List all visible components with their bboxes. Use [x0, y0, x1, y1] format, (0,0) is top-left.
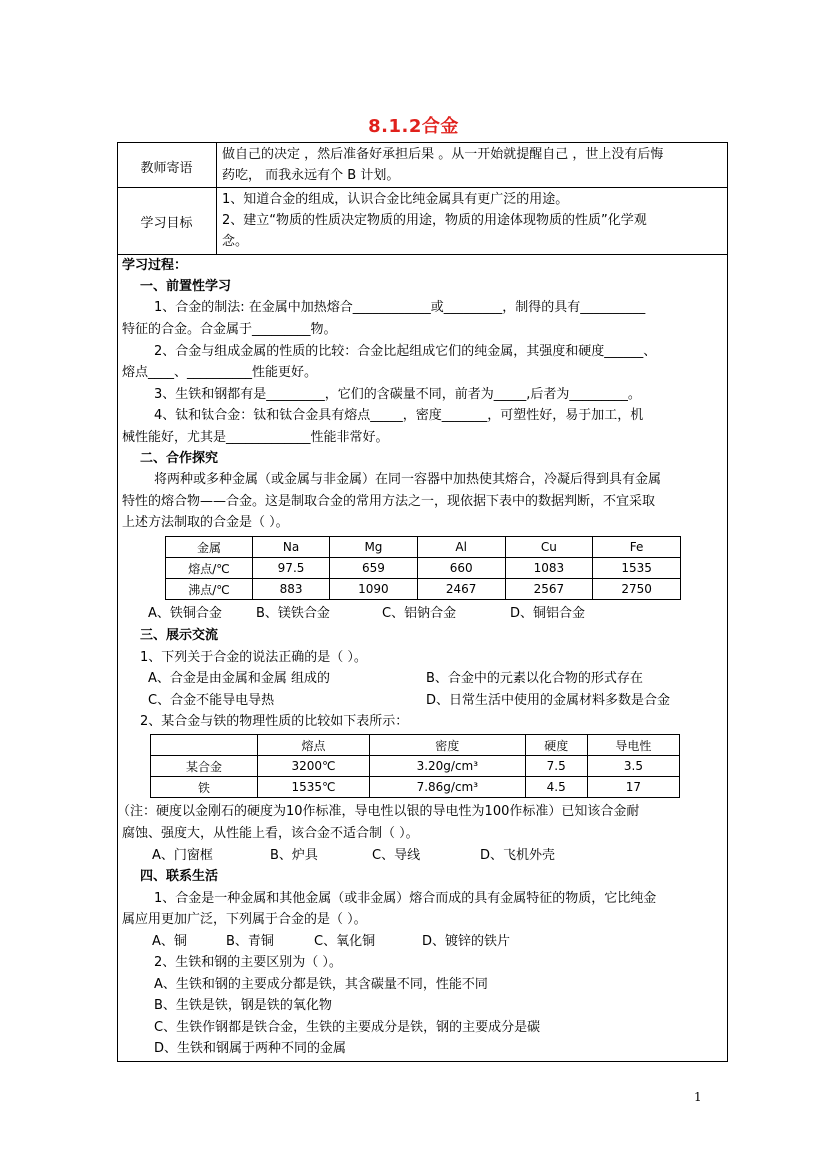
- table-cell: 1535℃: [258, 777, 370, 798]
- table-row: [166, 537, 681, 558]
- table-cell: 1090: [330, 579, 418, 600]
- question-text: 2、生铁和钢的主要区别为（ ）。: [154, 955, 342, 970]
- table-cell: 1083: [505, 558, 593, 579]
- table-cell: 金属: [166, 537, 253, 558]
- section-heading: 一、前置性学习: [140, 279, 232, 294]
- teacher-words-label: 教师寄语: [140, 161, 193, 176]
- row-divider: [117, 254, 727, 255]
- table-cell: 2467: [417, 579, 505, 600]
- section-heading: 四、联系生活: [140, 869, 219, 884]
- answer-option: A、铜: [152, 934, 187, 949]
- table-cell: 沸点/℃: [166, 579, 253, 600]
- section-heading: 三、展示交流: [140, 628, 219, 643]
- answer-option: C、合金不能导电导热: [148, 693, 275, 708]
- table-row: [166, 579, 681, 600]
- answer-option: D、日常生活中使用的金属材料多数是合金: [426, 693, 671, 708]
- answer-option: A、铁铜合金: [148, 606, 222, 621]
- table-cell: 883: [253, 579, 330, 600]
- text-line: 3、生铁和钢都有是_________，它们的含碳量不同，前者为_____,后者为_________。: [154, 387, 641, 402]
- table-cell: Al: [417, 537, 505, 558]
- page-number: 1: [694, 1090, 702, 1104]
- question-text: 1、下列关于合金的说法正确的是（ ）。: [140, 650, 367, 665]
- table-cell: Cu: [505, 537, 593, 558]
- table-cell: Mg: [330, 537, 418, 558]
- table-cell: 1535: [593, 558, 681, 579]
- table-cell: Fe: [593, 537, 681, 558]
- answer-option: B、生铁是铁，钢是铁的氧化物: [154, 998, 332, 1013]
- table-cell: 熔点: [258, 735, 370, 756]
- table-cell: 3.20g/cm³: [370, 756, 526, 777]
- table-cell: 2750: [593, 579, 681, 600]
- answer-option: A、合金是由金属和金属 组成的: [148, 671, 331, 686]
- text-line: 2、合金与组成金属的性质的比较：合金比起组成它们的纯金属，其强度和硬度______、: [154, 344, 657, 359]
- table-cell: 4.5: [525, 777, 587, 798]
- table-cell: Na: [253, 537, 330, 558]
- metal-data-table: [165, 536, 681, 600]
- note-text: 腐蚀、强度大，从性能上看，该合金不适合制（ ）。: [122, 826, 419, 841]
- column-divider: [216, 142, 217, 254]
- text-line: 将两种或多种金属（或金属与非金属）在同一容器中加热使其熔合，冷凝后得到具有金属: [154, 472, 662, 487]
- table-cell: 2567: [505, 579, 593, 600]
- table-row: [151, 777, 680, 798]
- table-cell: [151, 735, 258, 756]
- page-title: 8.1.2合金: [368, 116, 459, 137]
- table-cell: 7.86g/cm³: [370, 777, 526, 798]
- answer-option: A、生铁和钢的主要成分都是铁，其含碳量不同，性能不同: [154, 977, 488, 992]
- learning-goals-label: 学习目标: [140, 216, 193, 231]
- answer-option: D、铜铝合金: [510, 606, 586, 621]
- table-cell: 某合金: [151, 756, 258, 777]
- answer-option: D、镀锌的铁片: [422, 934, 511, 949]
- answer-option: B、青铜: [226, 934, 274, 949]
- text-line: 械性能好，尤其是_____________性能非常好。: [122, 430, 389, 445]
- answer-option: B、镁铁合金: [256, 606, 330, 621]
- row-divider: [117, 187, 727, 188]
- table-cell: 密度: [370, 735, 526, 756]
- table-cell: 3200℃: [258, 756, 370, 777]
- answer-option: C、生铁作钢都是铁合金，生铁的主要成分是铁，钢的主要成分是碳: [154, 1020, 541, 1035]
- answer-option: D、生铁和钢属于两种不同的金属: [154, 1041, 347, 1056]
- section-heading: 二、合作探究: [140, 451, 219, 466]
- table-cell: 660: [417, 558, 505, 579]
- teacher-words-text: 做自己的决定 ，然后准备好承担后果 。从一开始就提醒自己 ，世上没有后悔 药吃， 而我永远有个 B 计划。: [222, 147, 664, 183]
- text-line: 上述方法制取的合金是（ ）。: [122, 515, 289, 530]
- note-text: （注：硬度以金刚石的硬度为10作标准，导电性以银的导电性为100作标准）已知该合金耐: [117, 804, 640, 819]
- table-cell: 熔点/℃: [166, 558, 253, 579]
- question-text: 1、合金是一种金属和其他金属（或非金属）熔合而成的具有金属特征的物质，它比纯金: [154, 891, 657, 906]
- answer-option: B、合金中的元素以化合物的形式存在: [426, 671, 643, 686]
- text-line: 特性的熔合物——合金。这是制取合金的常用方法之一，现依据下表中的数据判断，不宜采取: [122, 494, 656, 509]
- process-heading: 学习过程：: [122, 258, 188, 273]
- table-row: [151, 756, 680, 777]
- table-cell: 铁: [151, 777, 258, 798]
- answer-option: A、门窗框: [152, 848, 213, 863]
- answer-option: C、导线: [372, 848, 421, 863]
- answer-option: C、氧化铜: [314, 934, 376, 949]
- table-cell: 97.5: [253, 558, 330, 579]
- table-cell: 3.5: [587, 756, 679, 777]
- alloy-comparison-table: [150, 734, 680, 798]
- question-text: 2、某合金与铁的物理性质的比较如下表所示：: [140, 714, 409, 729]
- text-line: 4、钛和钛合金：钛和钛合金具有熔点_____，密度_______，可塑性好，易于加工，机: [154, 408, 644, 423]
- learning-goals-text: 1、知道合金的组成，认识合金比纯金属具有更广泛的用途。 2、建立“物质的性质决定物质的用途，物质的用途体现物质的性质”化学观 念。: [222, 192, 647, 249]
- table-row: [151, 735, 680, 756]
- answer-option: D、飞机外壳: [480, 848, 556, 863]
- answer-option: C、铝钠合金: [382, 606, 457, 621]
- text-line: 1、合金的制法: 在金属中加热熔合____________或_________，制得的具有__________: [154, 300, 646, 315]
- text-line: 熔点____、__________性能更好。: [122, 365, 318, 380]
- table-cell: 硬度: [525, 735, 587, 756]
- table-cell: 导电性: [587, 735, 679, 756]
- table-cell: 7.5: [525, 756, 587, 777]
- table-cell: 659: [330, 558, 418, 579]
- table-row: [166, 558, 681, 579]
- question-text: 属应用更加广泛，下列属于合金的是（ ）。: [122, 912, 367, 927]
- text-line: 特征的合金。合金属于_________物。: [122, 322, 337, 337]
- answer-option: B、炉具: [270, 848, 318, 863]
- table-cell: 17: [587, 777, 679, 798]
